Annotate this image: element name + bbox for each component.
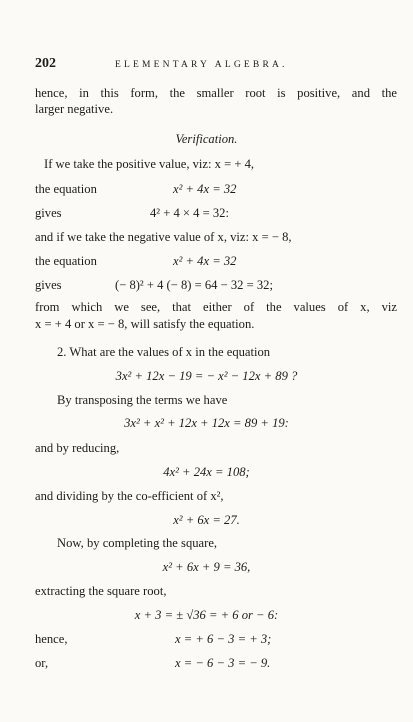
equation: (− 8)² + 4 (− 8) = 64 − 32 = 32; (115, 278, 273, 292)
equation-label: gives (35, 278, 62, 292)
equation: 3x² + 12x − 19 = − x² − 12x + 89 ? (115, 369, 298, 383)
text-line: hence, in this form, the smaller root is positive, and the (35, 86, 397, 100)
equation: x = − 6 − 3 = − 9. (175, 656, 271, 670)
text-line: and if we take the negative value of x, viz: x = − 8, (35, 230, 292, 244)
equation: x² + 4x = 32 (173, 254, 237, 268)
text-line: If we take the positive value, viz: x = + 4, (44, 157, 255, 171)
equation-label: the equation (35, 254, 97, 268)
equation-label: the equation (35, 182, 97, 196)
page-number: 202 (35, 56, 56, 71)
equation: x² + 6x = 27. (173, 513, 240, 527)
equation: 3x² + x² + 12x + 12x = 89 + 19: (124, 416, 289, 430)
text-line: and by reducing, (35, 441, 120, 455)
text-line: and dividing by the co-efficient of x², (35, 489, 224, 503)
section-title: Verification. (175, 132, 238, 146)
equation: 4² + 4 × 4 = 32: (150, 206, 229, 220)
text-line: larger negative. (35, 102, 114, 116)
equation: x² + 6x + 9 = 36, (162, 560, 251, 574)
equation-label: gives (35, 206, 62, 220)
text-line: Now, by completing the square, (57, 536, 218, 550)
equation: 4x² + 24x = 108; (163, 465, 250, 479)
text-line: By transposing the terms we have (57, 393, 228, 407)
equation: x = + 6 − 3 = + 3; (175, 632, 272, 646)
equation-label: or, (35, 656, 49, 670)
equation-label: hence, (35, 632, 68, 646)
equation: x + 3 = ± √36 = + 6 or − 6: (134, 608, 279, 622)
text-line: extracting the square root, (35, 584, 167, 598)
text-line: from which we see, that either of the values of x, viz (35, 300, 397, 314)
equation: x² + 4x = 32 (173, 182, 237, 196)
running-title: ELEMENTARY ALGEBRA. (115, 60, 288, 70)
text-line: x = + 4 or x = − 8, will satisfy the equation. (35, 317, 255, 331)
text-line: 2. What are the values of x in the equation (57, 345, 271, 359)
